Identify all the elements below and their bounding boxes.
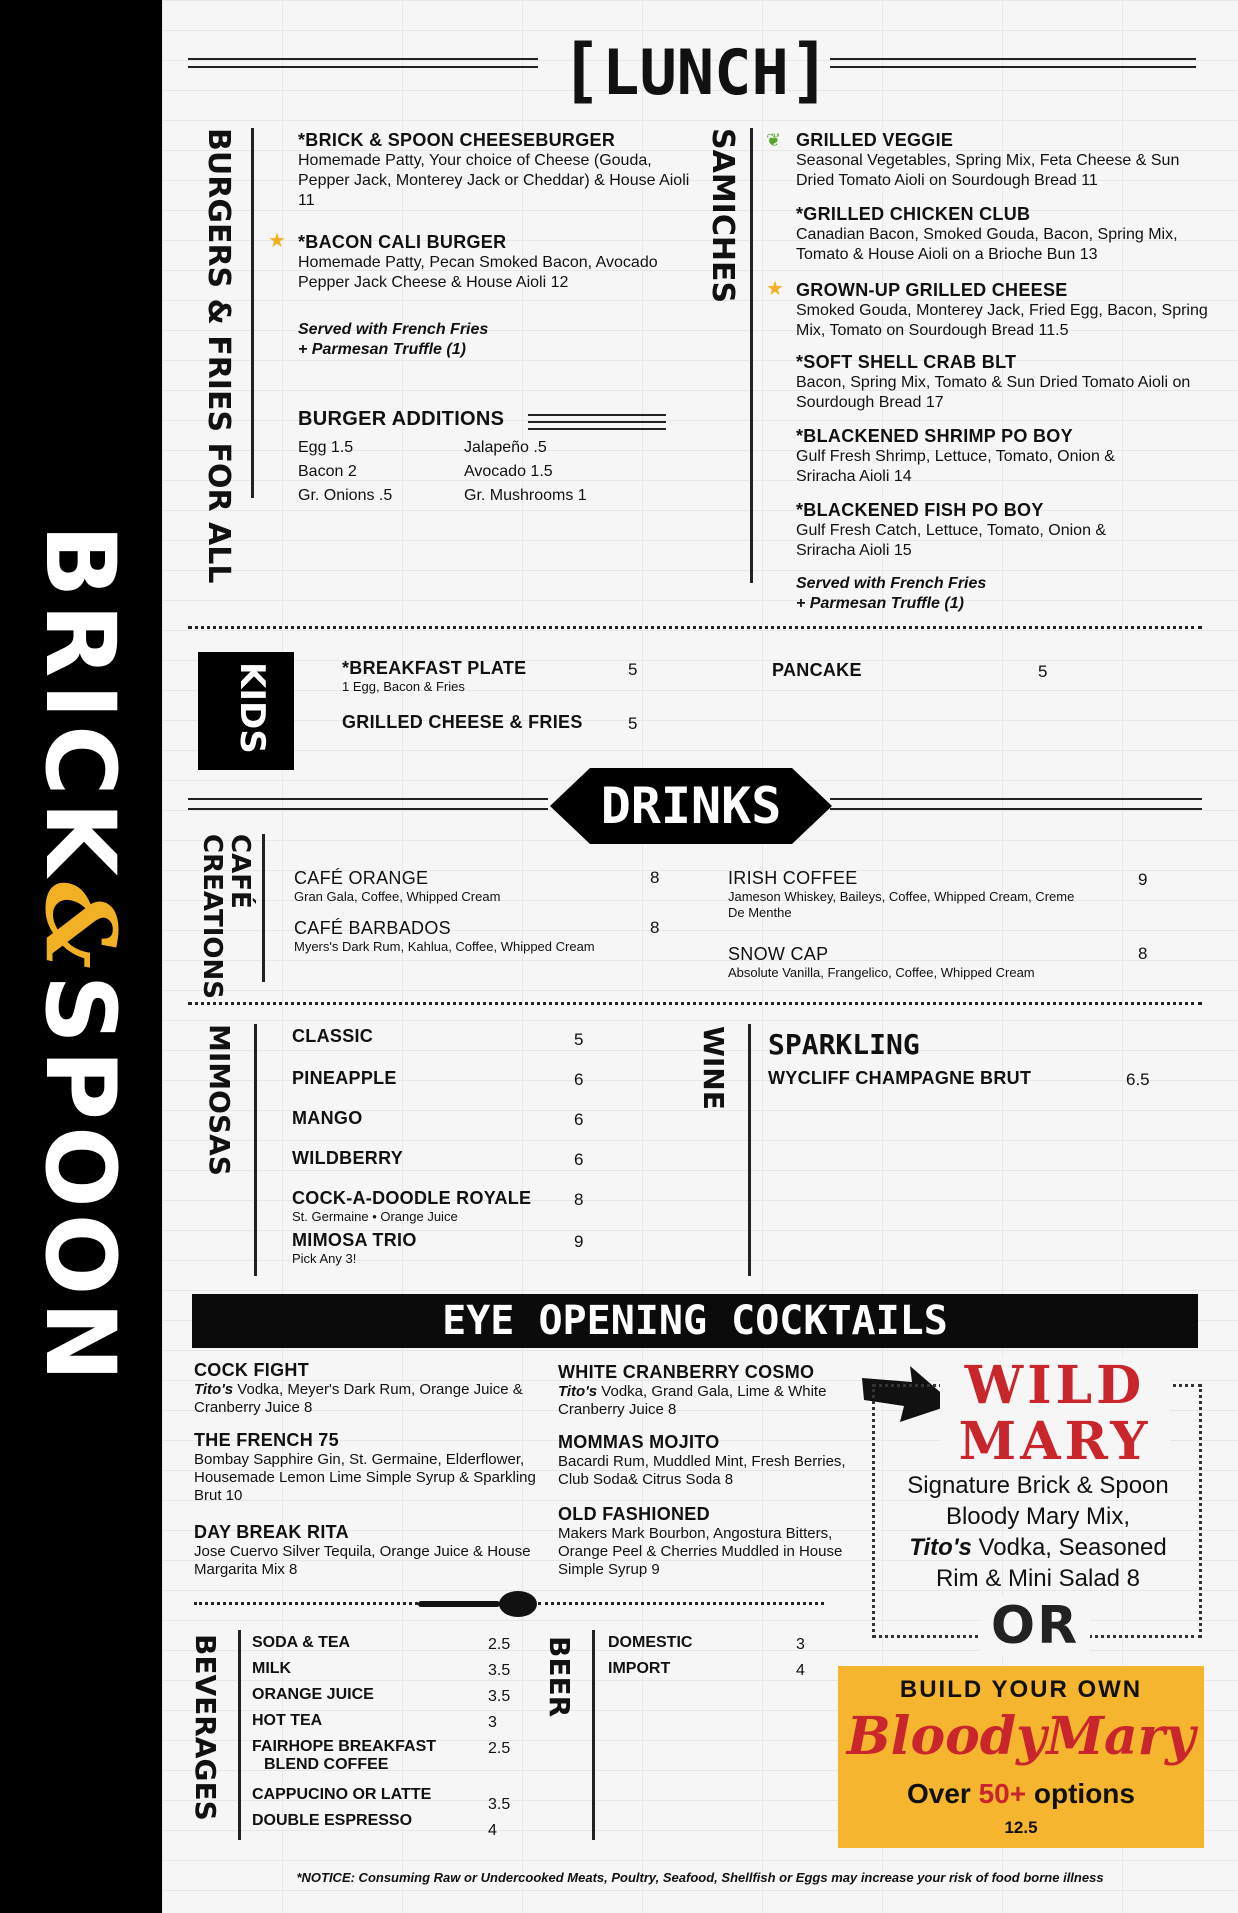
item-desc: Myers's Dark Rum, Kahlua, Coffee, Whipped Cream xyxy=(294,939,595,954)
brand-name: Tito's xyxy=(558,1383,598,1400)
additions-title: BURGER ADDITIONS xyxy=(298,408,505,430)
options-text: Over xyxy=(907,1778,979,1809)
item-desc xyxy=(558,1383,858,1419)
item-price: 3 xyxy=(488,1714,497,1731)
item-name: *BREAKFAST PLATE xyxy=(342,658,527,678)
desc-text: Vodka, Seasoned xyxy=(971,1534,1167,1561)
burgers-header: BURGERS & FRIES FOR ALL xyxy=(201,128,236,584)
note-line: Served with French Fries xyxy=(796,575,987,592)
divider xyxy=(262,834,265,982)
beverage-item-cont: BLEND COFFEE xyxy=(264,1756,389,1773)
brand-logo xyxy=(24,36,137,1876)
divider xyxy=(238,1630,241,1840)
cocktail-item xyxy=(558,1362,858,1419)
divider xyxy=(748,1024,751,1276)
samiches-header: SAMICHES xyxy=(705,128,740,304)
desc-line: Signature Brick & Spoon xyxy=(907,1472,1169,1499)
samiches-note xyxy=(796,574,1196,614)
note-line: + Parmesan Truffle (1) xyxy=(796,595,964,612)
item-price: 2.5 xyxy=(488,1636,511,1653)
additions-col-2 xyxy=(464,438,664,510)
brand-right: SPOON xyxy=(24,974,136,1388)
brand-name: Tito's xyxy=(909,1534,972,1561)
item-name: WHITE CRANBERRY COSMO xyxy=(558,1362,815,1382)
item-desc: Homemade Patty, Your choice of Cheese (Gouda, Pepper Jack, Monterey Jack or Cheddar) & House Aioli 11 xyxy=(298,152,690,209)
divider xyxy=(528,414,666,416)
beverage-item: HOT TEA xyxy=(252,1712,323,1729)
item-price: 9 xyxy=(1138,870,1148,889)
options-count: 50+ xyxy=(978,1778,1027,1809)
item-price: 5 xyxy=(1038,662,1048,681)
item-desc: Gulf Fresh Catch, Lettuce, Tomato, Onion & Sriracha Aioli 15 xyxy=(796,522,1107,559)
note-line: Served with French Fries xyxy=(298,321,489,338)
brand-name: Tito's xyxy=(194,1381,234,1398)
samich-item xyxy=(796,130,1216,191)
cafe-item xyxy=(294,918,634,955)
vegetarian-leaf-icon: ❦ xyxy=(766,130,782,150)
sparkling-title: SPARKLING xyxy=(768,1028,920,1061)
beverage-item: CAPPUCINO OR LATTE xyxy=(252,1786,432,1803)
beverages-prices xyxy=(488,1636,528,1848)
beer-prices xyxy=(796,1636,826,1688)
item-name: CAFÉ BARBADOS xyxy=(294,918,451,938)
cocktail-item xyxy=(194,1430,554,1505)
samich-item xyxy=(796,280,1216,341)
item-price: 6.5 xyxy=(1126,1070,1150,1089)
drinks-title: DRINKS xyxy=(600,777,782,835)
samich-item xyxy=(796,426,1156,487)
item-price: 5 xyxy=(574,1030,584,1049)
item-price: 4 xyxy=(488,1822,497,1839)
kids-item: PANCAKE xyxy=(772,660,862,680)
cafe-header xyxy=(198,834,254,999)
cocktail-item xyxy=(194,1522,554,1579)
item-desc: Jameson Whiskey, Baileys, Coffee, Whipped Cream, Creme De Menthe xyxy=(728,889,1075,920)
burger-item xyxy=(298,232,708,293)
addition: Egg 1.5 xyxy=(298,439,354,456)
item-price: 6 xyxy=(574,1150,584,1169)
divider xyxy=(592,1630,595,1840)
item-desc: 1 Egg, Bacon & Fries xyxy=(342,679,465,694)
mimosas-header: MIMOSAS xyxy=(203,1024,236,1176)
wine-item: WYCLIFF CHAMPAGNE BRUT xyxy=(768,1068,1032,1088)
cocktail-item xyxy=(194,1360,554,1417)
item-desc: Jose Cuervo Silver Tequila, Orange Juice & House Margarita Mix 8 xyxy=(194,1543,531,1578)
item-desc: Seasonal Vegetables, Spring Mix, Feta Cheese & Sun Dried Tomato Aioli on Sourdough Bread 11 xyxy=(796,152,1180,189)
cafe-item xyxy=(728,868,1088,921)
star-icon: ★ xyxy=(268,230,286,252)
mimosa-item xyxy=(292,1188,531,1225)
beer-list xyxy=(608,1634,808,1686)
dotted-divider xyxy=(194,1602,418,1605)
item-desc: Bacardi Rum, Muddled Mint, Fresh Berries, Club Soda& Citrus Soda 8 xyxy=(558,1453,846,1488)
lunch-title-text: LUNCH xyxy=(602,36,789,109)
beer-header: BEER xyxy=(543,1636,576,1718)
mimosa-item: CLASSIC xyxy=(292,1026,374,1046)
mimosa-item: MANGO xyxy=(292,1108,363,1128)
samich-item xyxy=(796,352,1196,413)
item-desc: Smoked Gouda, Monterey Jack, Fried Egg, Bacon, Spring Mix, Tomato on Sourdough Bread 11.5 xyxy=(796,302,1208,339)
beverage-item: MILK xyxy=(252,1660,292,1677)
divider xyxy=(188,798,548,800)
burger-item xyxy=(298,130,698,211)
item-price: 5 xyxy=(628,660,638,679)
item-name: GROWN-UP GRILLED CHEESE xyxy=(796,280,1068,300)
item-price: 9 xyxy=(574,1232,584,1251)
kids-header: KIDS xyxy=(232,662,272,754)
beverages-header: BEVERAGES xyxy=(189,1634,222,1821)
item-name: IRISH COFFEE xyxy=(728,868,858,888)
item-name: SNOW CAP xyxy=(728,944,829,964)
item-price: 3.5 xyxy=(488,1688,511,1705)
item-desc: Bombay Sapphire Gin, St. Germaine, Elderflower, Housemade Lemon Lime Simple Syrup & Sparkling Brut 10 xyxy=(194,1451,536,1504)
divider xyxy=(251,128,254,498)
beverage-item: FAIRHOPE BREAKFAST xyxy=(252,1738,437,1755)
beverages-list xyxy=(252,1634,512,1838)
divider xyxy=(750,128,753,583)
spoon-icon xyxy=(418,1588,538,1620)
mimosa-item: WILDBERRY xyxy=(292,1148,404,1168)
cafe-header-line: CREATIONS xyxy=(197,834,227,999)
addition: Gr. Onions .5 xyxy=(298,487,393,504)
divider xyxy=(830,66,1196,68)
beer-item: DOMESTIC xyxy=(608,1634,693,1651)
item-price: 5 xyxy=(628,714,638,733)
item-price: 3 xyxy=(796,1636,805,1653)
wild-mary-desc xyxy=(880,1470,1196,1594)
item-desc: Canadian Bacon, Smoked Gouda, Bacon, Spring Mix, Tomato & House Aioli on a Brioche Bun 13 xyxy=(796,226,1178,263)
cocktail-item xyxy=(558,1504,858,1579)
build-title: BUILD YOUR OWN xyxy=(899,1676,1143,1703)
item-desc: Gulf Fresh Shrimp, Lettuce, Tomato, Onion & Sriracha Aioli 14 xyxy=(796,448,1115,485)
divider xyxy=(188,66,538,68)
item-name: OLD FASHIONED xyxy=(558,1504,710,1524)
item-desc xyxy=(194,1381,554,1417)
desc-text: Vodka, Grand Gala, Lime & White Cranberry Juice 8 xyxy=(558,1383,827,1418)
cocktails-title: EYE OPENING COCKTAILS xyxy=(442,1298,948,1344)
beverage-item: ORANGE JUICE xyxy=(252,1686,374,1703)
item-price: 3.5 xyxy=(488,1796,511,1813)
item-name: DAY BREAK RITA xyxy=(194,1522,349,1542)
mimosa-item xyxy=(292,1230,417,1267)
item-price: 8 xyxy=(574,1190,584,1209)
dotted-divider xyxy=(188,626,1202,629)
cafe-item xyxy=(728,944,1128,981)
dotted-divider xyxy=(188,1002,1202,1005)
item-desc: Pick Any 3! xyxy=(292,1251,357,1266)
dotted-divider xyxy=(538,1602,824,1605)
item-name: THE FRENCH 75 xyxy=(194,1430,339,1450)
item-price: 8 xyxy=(650,918,660,937)
item-name: COCK-A-DOODLE ROYALE xyxy=(292,1188,532,1208)
brand-left: BRICK xyxy=(24,524,136,882)
item-name: *BACON CALI BURGER xyxy=(298,232,507,252)
divider xyxy=(830,798,1202,800)
bloody-mary-script: BloodyMary xyxy=(846,1706,1196,1767)
item-price: 4 xyxy=(796,1662,805,1679)
item-name: COCK FIGHT xyxy=(194,1360,309,1380)
item-price: 6 xyxy=(574,1070,584,1089)
divider xyxy=(254,1024,257,1276)
kids-item: GRILLED CHEESE & FRIES xyxy=(342,712,583,732)
divider xyxy=(188,808,548,810)
desc-line: Bloody Mary Mix, xyxy=(945,1503,1131,1530)
divider xyxy=(188,58,538,60)
brand-sidebar xyxy=(0,0,162,1913)
item-price: 2.5 xyxy=(488,1740,511,1757)
item-desc: Bacon, Spring Mix, Tomato & Sun Dried Tomato Aioli on Sourdough Bread 17 xyxy=(796,374,1191,411)
beverage-item: DOUBLE ESPRESSO xyxy=(252,1812,413,1829)
beer-item: IMPORT xyxy=(608,1660,671,1677)
item-desc: St. Germaine • Orange Juice xyxy=(292,1209,458,1224)
item-name: MOMMAS MOJITO xyxy=(558,1432,720,1452)
addition: Avocado 1.5 xyxy=(464,463,553,480)
or-label: OR xyxy=(980,1596,1090,1656)
item-desc: Gran Gala, Coffee, Whipped Cream xyxy=(294,889,501,904)
item-name: *BLACKENED SHRIMP PO BOY xyxy=(796,426,1073,446)
item-name: *SOFT SHELL CRAB BLT xyxy=(796,352,1017,372)
wild-mary-title xyxy=(940,1355,1170,1472)
item-price: 6 xyxy=(574,1110,584,1129)
additions-col-1 xyxy=(298,438,468,510)
cocktail-item xyxy=(558,1432,858,1489)
addition: Jalapeño .5 xyxy=(464,439,547,456)
lunch-title: [LUNCH] xyxy=(560,29,831,111)
item-price: 8 xyxy=(650,868,660,887)
samich-item xyxy=(796,500,1156,561)
divider xyxy=(830,58,1196,60)
item-name: GRILLED VEGGIE xyxy=(796,130,954,150)
cafe-item xyxy=(294,868,634,905)
item-name: *GRILLED CHICKEN CLUB xyxy=(796,204,1031,224)
allergy-notice: *NOTICE: Consuming Raw or Undercooked Meats, Poultry, Seafood, Shellfish or Eggs may increase your risk of food borne illness xyxy=(296,1870,1104,1885)
addition: Bacon 2 xyxy=(298,463,357,480)
item-price: 8 xyxy=(1138,944,1148,963)
mimosa-item: PINEAPPLE xyxy=(292,1068,397,1088)
wild-mary-title-line: MARY xyxy=(958,1411,1152,1472)
samich-item xyxy=(796,204,1216,265)
options-line xyxy=(838,1778,1204,1810)
burger-note xyxy=(298,320,698,360)
item-name: *BRICK & SPOON CHEESEBURGER xyxy=(298,130,616,150)
build-price: 12.5 xyxy=(1004,1818,1038,1837)
item-desc: Absolute Vanilla, Frangelico, Coffee, Whipped Cream xyxy=(728,965,1035,980)
addition: Gr. Mushrooms 1 xyxy=(464,487,587,504)
beverage-item: SODA & TEA xyxy=(252,1634,351,1651)
kids-item xyxy=(342,658,602,695)
item-desc: Homemade Patty, Pecan Smoked Bacon, Avocado Pepper Jack Cheese & House Aioli 12 xyxy=(298,254,658,291)
item-price: 3.5 xyxy=(488,1662,511,1679)
cafe-header-line: CAFÉ xyxy=(225,834,255,909)
star-icon: ★ xyxy=(766,278,784,300)
divider xyxy=(528,421,666,423)
item-desc: Makers Mark Bourbon, Angostura Bitters, Orange Peel & Cherries Muddled in House Simple Syrup 9 xyxy=(558,1525,843,1578)
desc-line: Rim & Mini Salad 8 xyxy=(935,1565,1141,1592)
divider xyxy=(830,808,1202,810)
item-name: MIMOSA TRIO xyxy=(292,1230,417,1250)
item-name: CAFÉ ORANGE xyxy=(294,868,429,888)
wine-header: WINE xyxy=(697,1026,730,1110)
brand-amp: & xyxy=(24,881,137,975)
options-text: options xyxy=(1026,1778,1135,1809)
desc-line xyxy=(880,1532,1196,1563)
divider xyxy=(528,428,666,430)
note-line: + Parmesan Truffle (1) xyxy=(298,341,466,358)
desc-text: Vodka, Meyer's Dark Rum, Orange Juice & Cranberry Juice 8 xyxy=(194,1381,523,1416)
wild-mary-title-line: WILD xyxy=(964,1355,1146,1416)
item-name: *BLACKENED FISH PO BOY xyxy=(796,500,1044,520)
